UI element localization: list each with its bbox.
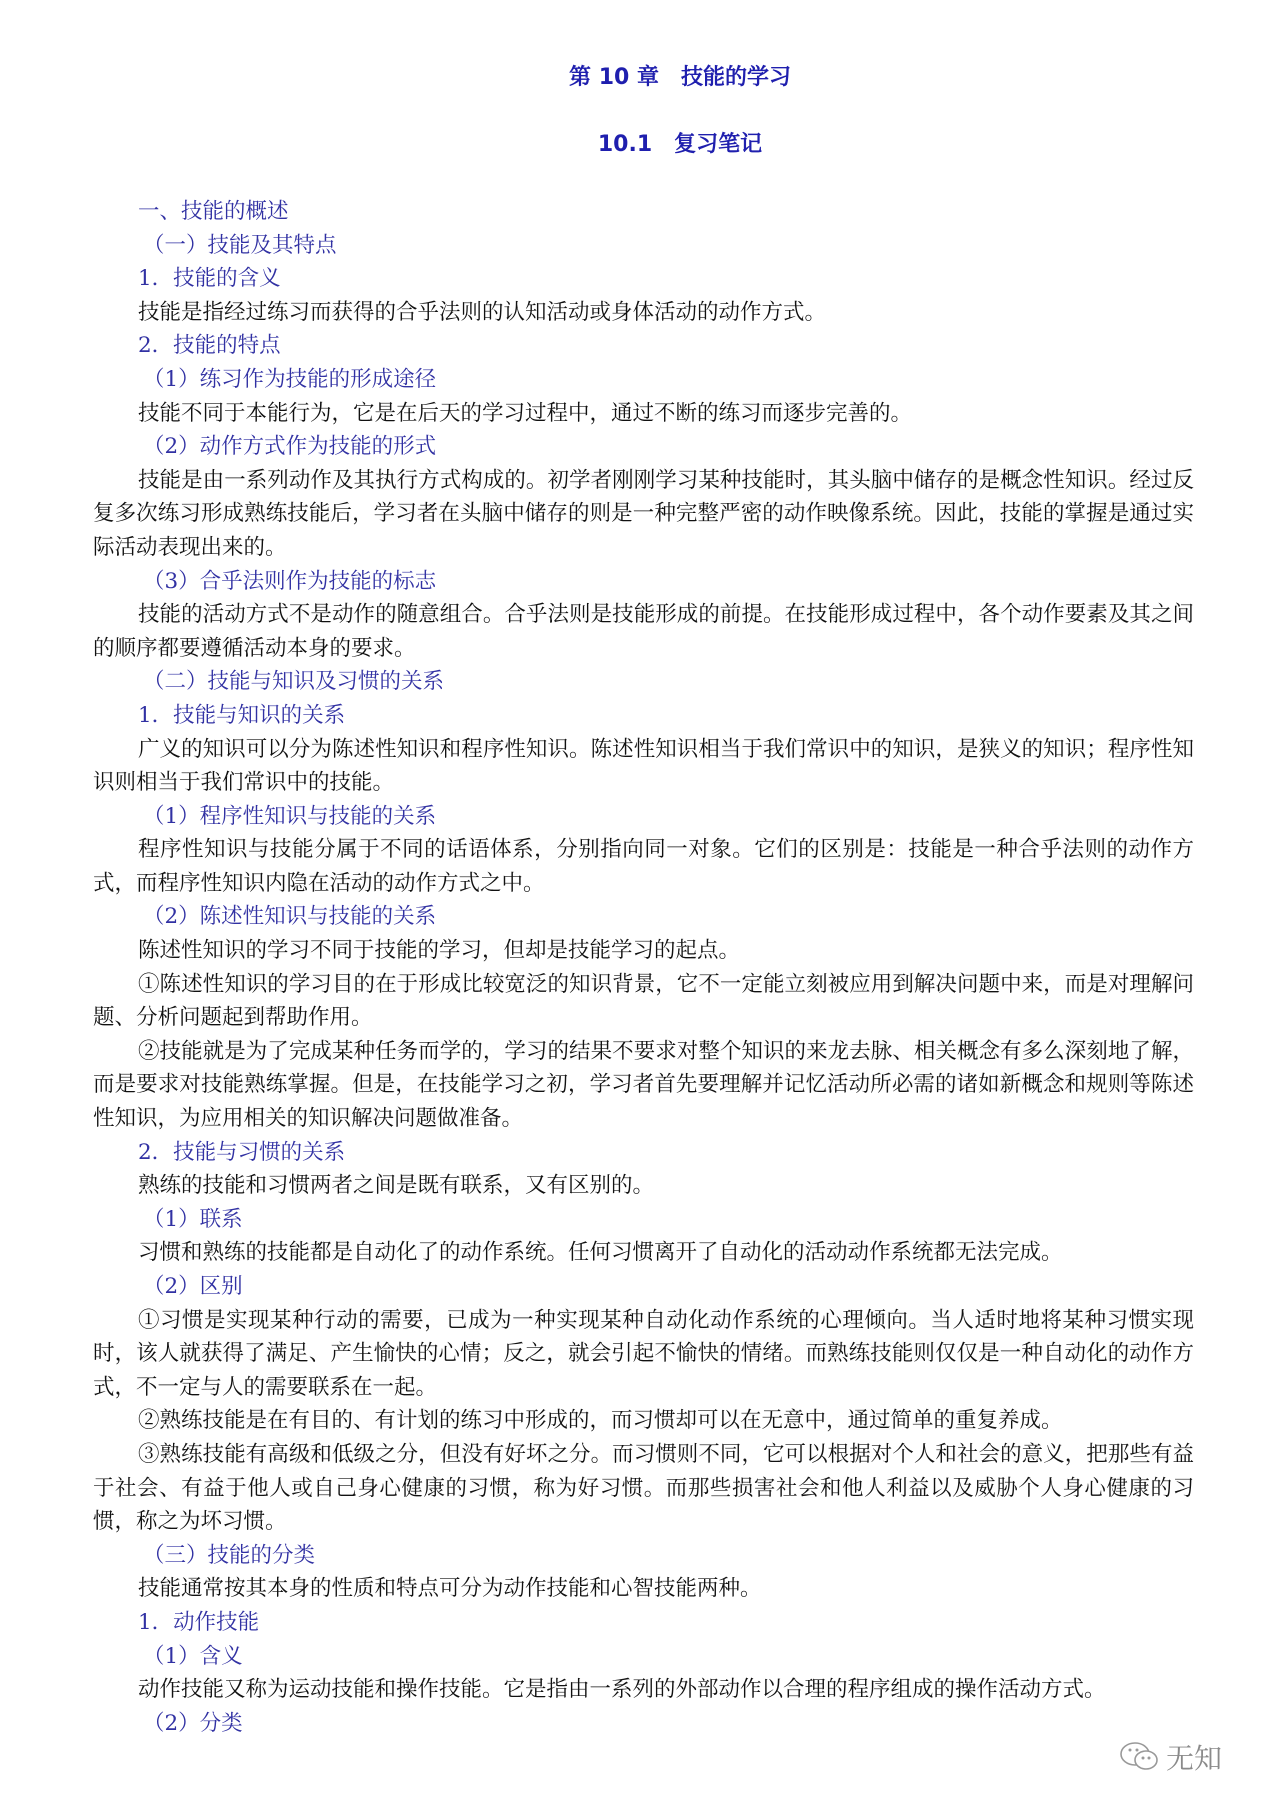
section-heading: （1）联系 [143,1206,243,1232]
section-heading: （2）陈述性知识与技能的关系 [143,904,437,930]
section-title: 10.1 复习笔记 [597,132,763,157]
paragraph: 技能的活动方式不是动作的随意组合。合乎法则是技能形成的前提。在技能形成过程中，各个动作要素及其之间的顺序都要遵循活动本身的要求。 [93,602,1194,661]
section-heading: （三）技能的分类 [143,1542,316,1568]
section-heading: （1）练习作为技能的形成途径 [143,366,437,392]
section-heading: 一、技能的概述 [138,199,289,224]
document-body [93,195,1194,1740]
paragraph: 广义的知识可以分为陈述性知识和程序性知识。陈述性知识相当于我们常识中的知识，是狭义的知识；程序性知识则相当于我们常识中的技能。 [93,736,1194,796]
section-heading: （一）技能及其特点 [143,232,337,258]
section-heading: （2）分类 [143,1710,243,1736]
paragraph: 程序性知识与技能分属于不同的话语体系，分别指向同一对象。它们的区别是：技能是一种合乎法则的动作方式，而程序性知识内隐在活动的动作方式之中。 [93,837,1194,896]
section-heading: 1．动作技能 [138,1609,260,1635]
section-heading: 2．技能与习惯的关系 [138,1139,346,1165]
wechat-icon [1118,1739,1162,1775]
paragraph: 技能通常按其本身的性质和特点可分为动作技能和心智技能两种。 [138,1576,762,1602]
paragraph: ①习惯是实现某种行动的需要，已成为一种实现某种自动化动作系统的心理倾向。当人适时地将某种习惯实现时，该人就获得了满足、产生愉快的心情；反之，就会引起不愉快的情绪。而熟练技能则仅仅是一种自动化的动作方式，不一定与人的需要联系在一起。 [93,1307,1194,1400]
paragraph: ③熟练技能有高级和低级之分，但没有好坏之分。而习惯则不同，它可以根据对个人和社会的意义，把那些有益于社会、有益于他人或自己身心健康的习惯，称为好习惯。而那些损害社会和他人利益以及威胁个人身心健康的习惯，称之为坏习惯。 [93,1441,1194,1535]
paragraph: 技能不同于本能行为，它是在后天的学习过程中，通过不断的练习而逐步完善的。 [138,400,913,426]
paragraph: ②技能就是为了完成某种任务而学的，学习的结果不要求对整个知识的来龙去脉、相关概念有多么深刻地了解，而是要求对技能熟练掌握。但是，在技能学习之初，学习者首先要理解并记忆活动所必需的诸如新概念和规则等陈述性知识，为应用相关的知识解决问题做准备。 [93,1038,1194,1132]
chapter-title: 第 10 章 技能的学习 [569,65,791,90]
paragraph: 陈述性知识的学习不同于技能的学习，但却是技能学习的起点。 [138,938,741,964]
section-heading: 2．技能的特点 [138,333,281,359]
paragraph: 技能是指经过练习而获得的合乎法则的认知活动或身体活动的动作方式。 [138,299,827,325]
watermark-text: 无知 [1166,1742,1223,1775]
section-heading: 1．技能的含义 [138,266,281,292]
section-heading: （3）合乎法则作为技能的标志 [143,568,437,594]
section-heading: （2）区别 [143,1274,243,1299]
paragraph: 动作技能又称为运动技能和操作技能。它是指由一系列的外部动作以合理的程序组成的操作活动方式。 [138,1677,1106,1703]
paragraph: 习惯和熟练的技能都是自动化了的动作系统。任何习惯离开了自动化的活动动作系统都无法完成。 [138,1240,1063,1266]
paragraph: 技能是由一系列动作及其执行方式构成的。初学者刚刚学习某种技能时，其头脑中储存的是概念性知识。经过反复多次练习形成熟练技能后，学习者在头脑中储存的则是一种完整严密的动作映像系统。因此，技能的掌握是通过实际活动表现出来的。 [93,467,1194,560]
section-heading: （二）技能与知识及习惯的关系 [143,669,445,695]
section-heading: （1）程序性知识与技能的关系 [143,803,437,829]
section-heading: 1．技能与知识的关系 [138,702,346,728]
paragraph: ①陈述性知识的学习目的在于形成比较宽泛的知识背景，它不一定能立刻被应用到解决问题中来，而是对理解问题、分析问题起到帮助作用。 [93,971,1194,1031]
section-heading: （1）含义 [143,1643,243,1669]
watermark [1118,1737,1222,1777]
section-heading: （2）动作方式作为技能的形式 [143,434,437,460]
paragraph: ②熟练技能是在有目的、有计划的练习中形成的，而习惯却可以在无意中，通过简单的重复养成。 [138,1408,1063,1434]
paragraph: 熟练的技能和习惯两者之间是既有联系，又有区别的。 [138,1173,655,1199]
